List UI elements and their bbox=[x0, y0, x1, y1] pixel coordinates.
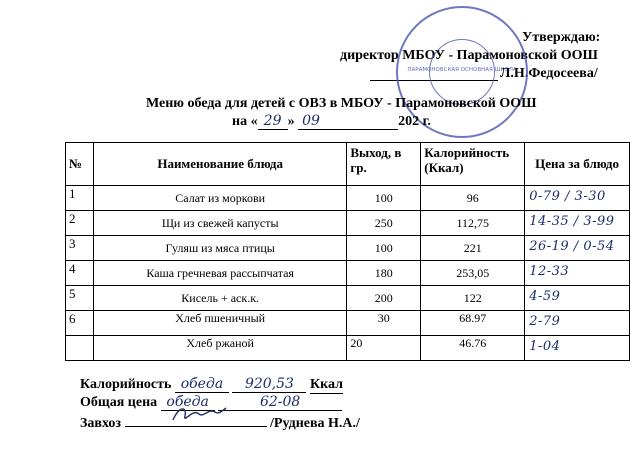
date-month: 09 bbox=[298, 113, 398, 130]
row-output: 200 bbox=[347, 286, 421, 311]
header-name: Наименование блюда bbox=[93, 143, 346, 186]
date-prefix: на « bbox=[232, 114, 258, 129]
calories-hand-value: 920,53 bbox=[232, 376, 306, 393]
row-name: Кисель + аск.к. bbox=[93, 286, 346, 311]
footer-manager bbox=[80, 412, 360, 432]
row-name: Хлеб пшеничный bbox=[93, 311, 346, 336]
row-num: 3 bbox=[66, 236, 94, 261]
price-label: Общая цена bbox=[80, 395, 158, 410]
row-output: 250 bbox=[347, 211, 421, 236]
stamp-inner-text: ПАРАМОНОВСКАЯ ОСНОВНАЯ ШКОЛА bbox=[407, 67, 517, 73]
row-num: 1 bbox=[66, 186, 94, 211]
row-price-cell bbox=[525, 336, 630, 361]
row-num: 2 bbox=[66, 211, 94, 236]
header-num: № bbox=[66, 143, 94, 186]
row-name: Салат из моркови bbox=[93, 186, 346, 211]
manager-signature bbox=[169, 404, 229, 426]
table-row bbox=[66, 236, 630, 261]
manager-name: /Руднева Н.А./ bbox=[270, 416, 360, 431]
row-calories: 46.76 bbox=[421, 336, 525, 361]
approval-title: Утверждаю: bbox=[522, 30, 601, 45]
approval-signature-name: Л.Н.Федосеева/ bbox=[500, 66, 598, 81]
approval-director: директор МБОУ - Парамоновской ООШ bbox=[340, 48, 598, 63]
table-row bbox=[66, 286, 630, 311]
row-num: 4 bbox=[66, 261, 94, 286]
row-calories: 221 bbox=[421, 236, 525, 261]
row-name: Хлеб ржаной bbox=[93, 336, 346, 361]
row-price-cell bbox=[525, 261, 630, 286]
table-row bbox=[66, 336, 630, 361]
document-title: Меню обеда для детей с ОВЗ в МБОУ - Парамоновской ООШ bbox=[146, 96, 537, 111]
row-output: 180 bbox=[347, 261, 421, 286]
price-hand-value: 62-08 bbox=[218, 394, 342, 411]
row-price-cell bbox=[525, 236, 630, 261]
footer-calories bbox=[80, 376, 343, 394]
header-output: Выход, в гр. bbox=[347, 143, 421, 186]
calories-hand-word: обеда bbox=[175, 376, 229, 393]
row-output: 30 bbox=[347, 311, 421, 336]
row-price: 14-35 / 3-99 bbox=[529, 214, 615, 229]
table-row bbox=[66, 261, 630, 286]
document-date bbox=[232, 113, 431, 130]
manager-signature-line bbox=[125, 412, 267, 427]
row-price-cell bbox=[525, 311, 630, 336]
menu-table bbox=[65, 142, 630, 361]
row-num: 6 bbox=[66, 311, 94, 336]
row-calories: 96 bbox=[421, 186, 525, 211]
row-calories: 253,05 bbox=[421, 261, 525, 286]
row-calories: 68.97 bbox=[421, 311, 525, 336]
row-output: 100 bbox=[347, 236, 421, 261]
row-calories: 122 bbox=[421, 286, 525, 311]
calories-label: Калорийность bbox=[80, 377, 172, 392]
row-price: 12-33 bbox=[529, 264, 570, 279]
date-mid: » bbox=[287, 114, 295, 129]
row-num bbox=[66, 336, 94, 361]
row-price: 26-19 / 0-54 bbox=[529, 239, 615, 254]
table-row bbox=[66, 311, 630, 336]
date-year: 202 bbox=[398, 114, 420, 129]
date-year-suffix: г. bbox=[422, 114, 431, 129]
row-calories: 112,75 bbox=[421, 211, 525, 236]
row-price: 4-59 bbox=[529, 289, 561, 304]
manager-label: Завхоз bbox=[80, 416, 122, 431]
row-name: Щи из свежей капусты bbox=[93, 211, 346, 236]
row-output: 20 bbox=[347, 336, 421, 361]
row-price: 2-79 bbox=[529, 314, 561, 329]
calories-unit: Ккал bbox=[309, 377, 343, 392]
row-price: 1-04 bbox=[529, 339, 561, 354]
price-hand-word: обеда bbox=[161, 394, 215, 411]
row-name: Гуляш из мяса птицы bbox=[93, 236, 346, 261]
table-header-row bbox=[66, 143, 630, 186]
table-row bbox=[66, 211, 630, 236]
date-day: 29 bbox=[258, 113, 288, 130]
row-output: 100 bbox=[347, 186, 421, 211]
row-name: Каша гречневая рассыпчатая bbox=[93, 261, 346, 286]
row-num: 5 bbox=[66, 286, 94, 311]
row-price-cell bbox=[525, 211, 630, 236]
row-price-cell bbox=[525, 186, 630, 211]
header-calories: Калорийность (Ккал) bbox=[421, 143, 525, 186]
header-price: Цена за блюдо bbox=[525, 143, 630, 186]
row-price: 0-79 / 3-30 bbox=[529, 189, 606, 204]
table-row bbox=[66, 186, 630, 211]
row-price-cell bbox=[525, 286, 630, 311]
